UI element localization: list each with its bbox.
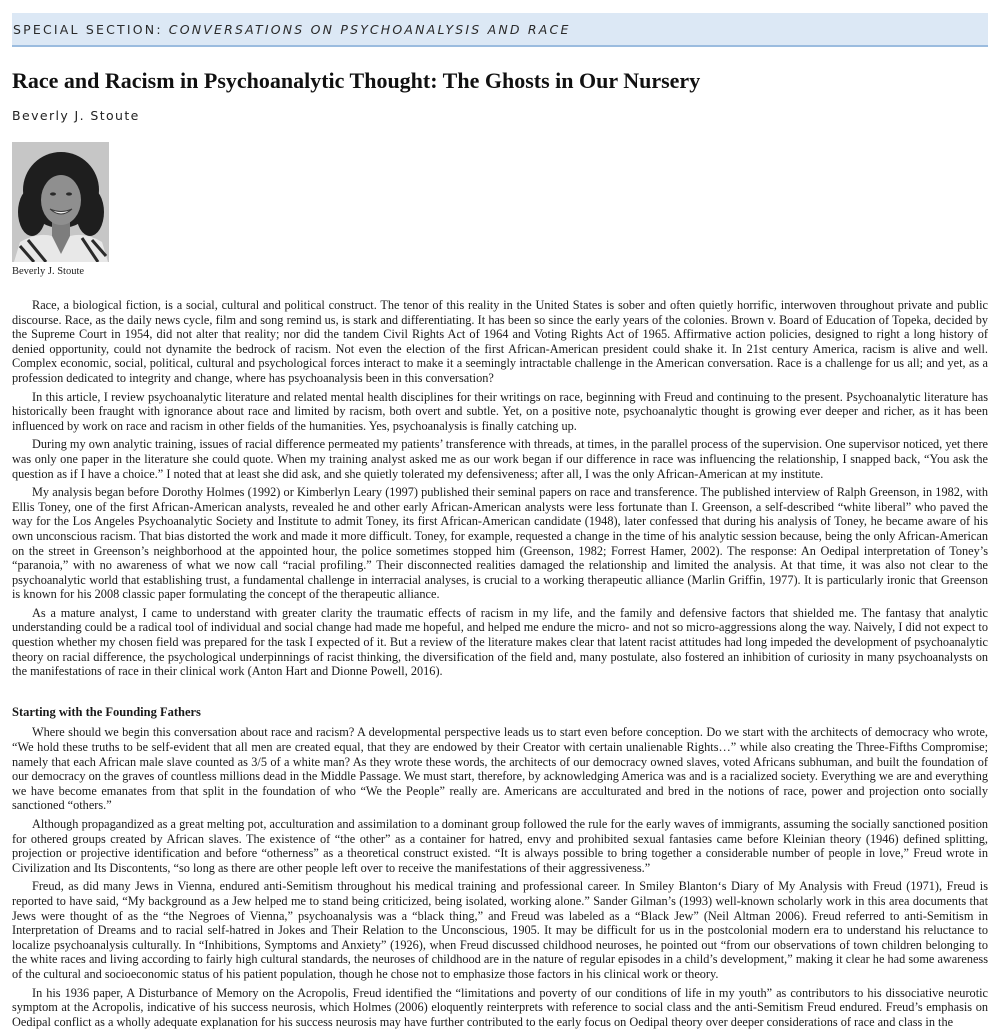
- paragraph: During my own analytic training, issues of racial difference permeated my patients’ transference with threads, at times, in the parallel process of the supervision. One supervisor noticed, yet there was only one paper in the literature she could quote. When my training analyst asked me as our work began if our difference in race was influencing the relationship, I snapped back, “You ask the question as if I have a choice.” I noted that at least she did ask, and she quietly tolerated my defensiveness; after all, I was the only African-American at my institute.: [12, 437, 988, 481]
- paragraph: Where should we begin this conversation about race and racism? A developmental perspective leads us to start even before conception. Do we start with the architects of democracy who wrote, “We hold these truths to be self-evident that all men are created equal, that they are endowed by their Creator with certain unalienable Rights…” while also creating the Three-Fifths Compromise; namely that each African male slave counted as 3/5 of a white man? As they wrote these words, the architects of our democracy owned slaves, voted Africans subhuman, and built the foundation of our democracy on the graves of countless millions dead in the Middle Passage. We must start, therefore, by acknowledging America was and is a racialized society. Everything we are and everything we have become emanates from that split in the foundation of who “We the People” really are. Americans are acculturated and bred in the notions of race, power and projection onto socially sanctioned “others.”: [12, 725, 988, 813]
- photo-caption: Beverly J. Stoute: [12, 266, 85, 277]
- paragraph: Race, a biological fiction, is a social, cultural and political construct. The tenor of this reality in the United States is sober and often quietly horrific, interwoven throughout private and public discourse. Race, as the daily news cycle, film and song remind us, is stark and differentiating. It has been so since the early years of the colonies. Brown v. Board of Education of Topeka, decided by the Supreme Court in 1954, did not alter that reality; nor did the tandem Civil Rights Act of 1964 and Voting Rights Act of 1965. Affirmative action policies, designed to right a long history of denied opportunity, could not dynamite the bedrock of racism. Not even the election of the first African-American president could shake it. In 21st century America, racism is alive and well. Complex economic, social, political, cultural and psychological forces interact to make it a seemingly intractable challenge in the American conversation. Race is a challenge for us all; and yet, as a profession dedicated to integrity and change, where has psychoanalysis been in this conversation?: [12, 298, 988, 385]
- paragraph: Although propagandized as a great melting pot, acculturation and assimilation to a dominant group followed the rule for the early waves of immigrants, assuming the socially sanctioned position for othered groups created by African slaves. The existence of “the other” as a container for hatred, envy and prohibited sexual fantasies came before Kleinian theory (1946) defined splitting, projection or projective identification and before “otherness” as a theoretical construct existed. “It is always possible to bring together a considerable number of people in love,” Freud wrote in Civilization and Its Discontents, “so long as there are other people left over to receive the manifestations of their aggressiveness.”: [12, 817, 988, 875]
- banner-prefix: SPECIAL SECTION:: [13, 21, 163, 37]
- article-author: Beverly J. Stoute: [12, 108, 140, 123]
- section-heading: Starting with the Founding Fathers: [12, 704, 201, 719]
- author-photo: [12, 142, 109, 262]
- paragraph: Freud, as did many Jews in Vienna, endured anti-Semitism throughout his medical training and professional career. In Smiley Blanton‘s Diary of My Analysis with Freud (1971), Freud is reported to have said, “My background as a Jew helped me to stand being criticized, being isolated, working alone.” Sander Gilman’s (1993) well-known scholarly work in this area documents that Jews were thought of as the “the Negroes of Vienna,” psychoanalysis was a “black thing,” and Freud was labeled as a “Black Jew” (Neil Altman 2006). Freud referred to anti-Semitism in Interpretation of Dreams and to racial self-hatred in Jokes and Their Relation to the Unconscious, 1905. It may be difficult for us in the postcolonial modern era to understand his reluctance to localize psychoanalysis culturally. In “Inhibitions, Symptoms and Anxiety” (1926), when Freud discussed childhood neuroses, he pointed out “from our observations of town children belonging to the white races and living according to fairly high cultural standards, the neuroses of childhood are in the nature of regular episodes in a child’s development,” making it clear he had some awareness of the cultural and socioeconomic status of his patient population, though he chose not to emphasize those factors in his clinical work or theory.: [12, 879, 988, 981]
- paragraph: As a mature analyst, I came to understand with greater clarity the traumatic effects of racism in my life, and the family and defensive factors that shielded me. The fantasy that analytic understanding could be a radical tool of individual and social change had made me hopeful, and helped me endure the micro- and not so micro-aggressions along the way. Naively, I did not expect to question whether my chosen field was prepared for the task I expected of it. But a review of the literature makes clear that latent racist attitudes had long impeded the development of psychoanalytic theory on racial difference, the psychological underpinnings of racist thinking, the diversification of the field and, many postulate, also fostered an inhibition of curiosity in many psychoanalysts on the manifestations of race in their clinical work (Anton Hart and Dionne Powell, 2016).: [12, 605, 988, 679]
- paragraph: My analysis began before Dorothy Holmes (1992) or Kimberlyn Leary (1997) published their seminal papers on race and transference. The published interview of Ralph Greenson, in 1982, with Ellis Toney, one of the first African-American analysts, revealed he and other early African-American analysts were less fortunate than I. Greenson, a self-described “white liberal” who paved the way for the Los Angeles Psychoanalytic Society and Institute to admit Toney, its first African-American candidate (1948), later confessed that during his analysis of Toney, he became aware of his own unconscious racism. That bias distorted the work and made it more difficult. Toney, for example, requested a change in the time of his analytic session because, being the only African-American on the street in Greenson’s neighborhood at the appointed hour, the police sometimes stopped him (Greenson, 1982; Forrest Hamer, 2002). The response: An Oedipal interpretation of Toney’s “paranoia,” with no awareness of what we now call “racial profiling.” Their disconnected realities damaged the relationship and limited the analysis. At that time, it was also not clear to the psychoanalytic world that establishing trust, a fundamental challenge in interracial analyses, is crucial to a working therapeutic alliance (Marlin Griffin, 1977). It is particularly ironic that Greenson is known for his 2008 classic paper formulating the concept of the therapeutic alliance.: [12, 485, 988, 602]
- article-body: [12, 298, 988, 1033]
- paragraph: In his 1936 paper, A Disturbance of Memory on the Acropolis, Freud identified the “limitations and poverty of our conditions of life in my youth” as contributors to his dissociative neurotic symptom at the Acropolis, indicative of his success neurosis, which Holmes (2006) eloquently reinterprets with reference to social class and the anti-Semitism Freud endured. Freud’s emphasis on Oedipal conflict as a wholly adequate explanation for his success neurosis may have further contributed to the early focus on Oedipal theory over deeper considerations of race and class in the: [12, 985, 988, 1029]
- paragraph: In this article, I review psychoanalytic literature and related mental health disciplines for their writings on race, beginning with Freud and continuing to the present. Psychoanalytic literature has historically been fraught with ignorance about race and limited by racism, both overt and subtle. Yet, on a positive note, psychoanalytic thought is growing ever deeper and richer, as it has been influenced by work on race and racism in other fields of the humanities. Yes, psychoanalysis is finally catching up.: [12, 389, 988, 433]
- section-banner: [12, 13, 988, 47]
- article-title: Race and Racism in Psychoanalytic Thought: The Ghosts in Our Nursery: [12, 68, 701, 93]
- banner-section-title: CONVERSATIONS ON PSYCHOANALYSIS AND RACE: [168, 21, 571, 37]
